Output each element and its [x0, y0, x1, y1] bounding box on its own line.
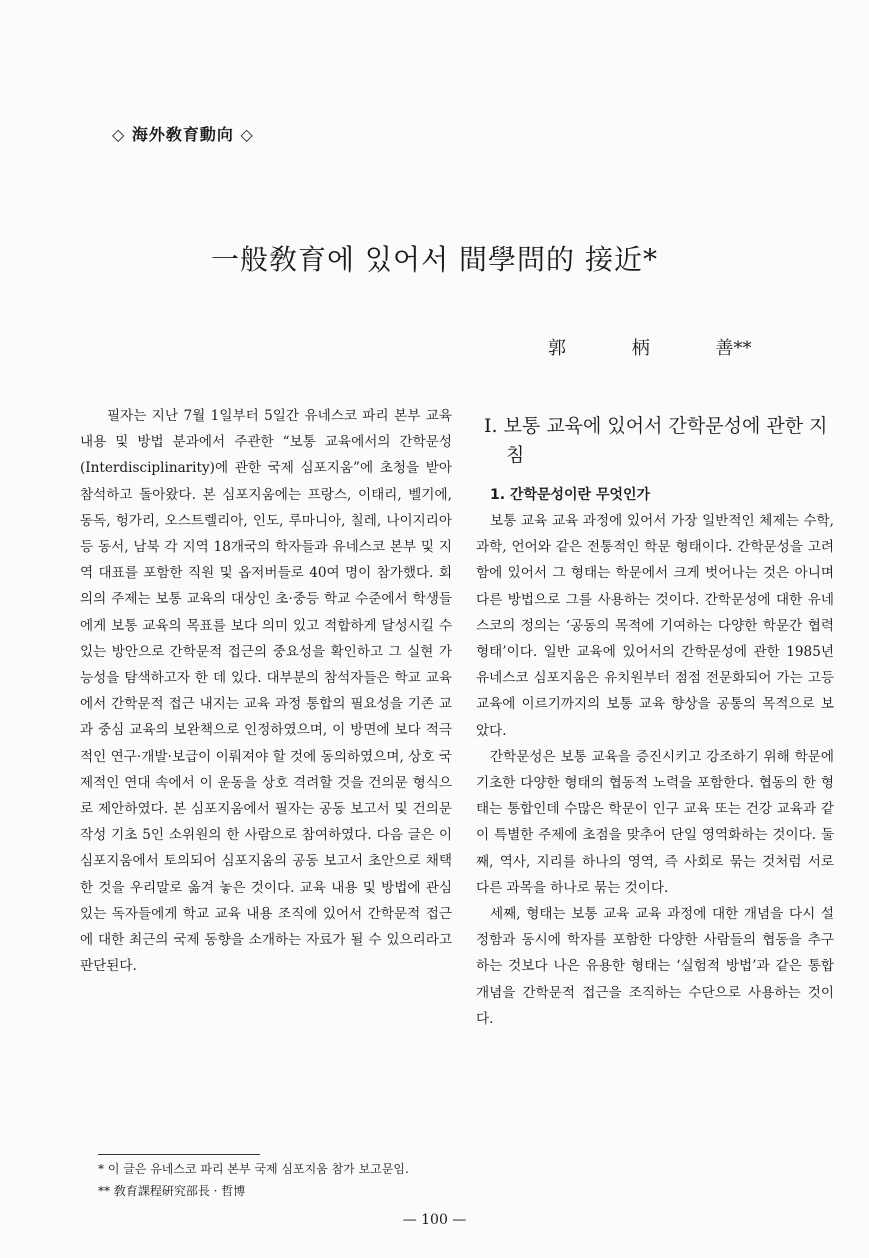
- intro-paragraph: 필자는 지난 7월 1일부터 5일간 유네스코 파리 본부 교육 내용 및 방법 분과에서 주관한 “보통 교육에서의 간학문성(Interdisciplinarity)에 관한 국제 심포지움”에 초청을 받아 참석하고 돌아왔다. 본 심포지움에는 프랑스, 이태리, 벨기에, 동독, 헝가리, 오스트렐리아, 인도, 루마니아, 칠레, 나이지리아 등 동서, 남북 각 지역 18개국의 학자들과 유네스코 본부 및 지역 대표를 포함한 직원 및 옵저버들로 40여 명이 참가했다. 회의의 주제는 보통 교육의 대상인 초·중등 학교 수준에서 학생들에게 보통 교육의 목표를 보다 의미 있고 적합하게 달성시킬 수 있는 방안으로 간학문적 접근의 중요성을 확인하고 그 실현 가능성을 탐색하고자 한 데 있다. 대부분의 참석자들은 학교 교육에서 간학문적 접근 내지는 교육 과정 통합의 필요성을 기존 교과 중심 교육의 보완책으로 인정하였으며, 이 방면에 보다 적극적인 연구·개발·보급이 이뤄져야 할 것에 동의하였으며, 상호 국제적인 연대 속에서 이 운동을 상호 격려할 것을 건의문 형식으로 제안하였다. 본 심포지움에서 필자는 공동 보고서 및 건의문 작성 기초 5인 소위원의 한 사람으로 참여하였다. 다음 글은 이 심포지움에서 토의되어 심포지움의 공동 보고서 초안으로 채택한 것을 우리말로 옮겨 놓은 것이다. 교육 내용 및 방법에 관심 있는 독자들에게 학교 교육 내용 조직에 있어서 간학문적 접근에 대한 최근의 국제 동향을 소개하는 자료가 될 수 있으리라고 판단된다.: [80, 408, 452, 975]
- footnote: * 이 글은 유네스코 파리 본부 국제 심포지움 참가 보고문임.: [98, 1162, 409, 1176]
- footnote: ** 敎育課程硏究部長 · 哲博: [98, 1184, 246, 1198]
- author-name: 郭 柄 善**: [548, 338, 752, 359]
- section-label: ◇ 海外敎育動向 ◇: [112, 125, 254, 144]
- right-column: [476, 412, 834, 1032]
- subsection-heading: 1. 간학문성이란 무엇인가: [490, 487, 651, 503]
- page-title: 一般敎育에 있어서 間學問的 接近*: [211, 243, 658, 276]
- page-number: — 100 —: [402, 1212, 467, 1228]
- footnotes: [98, 1158, 409, 1202]
- body-paragraph: 세째, 형태는 보통 교육 교육 과정에 대한 개념을 다시 설정함과 동시에 학자를 포함한 다양한 사람들의 협동을 추구하는 것보다 나은 유용한 형태는 ‘실험적 방법’과 같은 통합 개념을 간학문적 접근을 조직하는 수단으로 사용하는 것이다.: [476, 906, 834, 1027]
- footnote-divider: [98, 1154, 260, 1155]
- section-heading: Ⅰ. 보통 교육에 있어서 간학문성에 관한 지침: [484, 415, 828, 466]
- left-column: [80, 403, 452, 979]
- body-paragraph: 간학문성은 보통 교육을 증진시키고 강조하기 위해 학문에 기초한 다양한 형태의 협동적 노력을 포함한다. 협동의 한 형태는 통합인데 수많은 학문이 인구 교육 또는 건강 교육과 같이 특별한 주제에 초점을 맞추어 단일 영역화하는 것이다. 둘째, 역사, 지리를 하나의 영역, 즉 사회로 묶는 것처럼 서로 다른 과목을 하나로 묶는 것이다.: [476, 748, 834, 896]
- body-paragraph: 보통 교육 교육 과정에 있어서 가장 일반적인 체제는 수학, 과학, 언어와 같은 전통적인 학문 형태이다. 간학문성을 고려함에 있어서 그 형태는 학문에서 크게 벗어나는 것은 아니며 다른 방법으로 그를 사용하는 것이다. 간학문성에 대한 유네스코의 정의는 ‘공동의 목적에 기여하는 다양한 학문간 협력 형태’이다. 일반 교육에 있어서의 간학문성에 관한 1985년 유네스코 심포지움은 유치원부터 점점 전문화되어 가는 고등 교육에 이르기까지의 보통 교육 향상을 공통의 목적으로 보았다.: [476, 513, 834, 739]
